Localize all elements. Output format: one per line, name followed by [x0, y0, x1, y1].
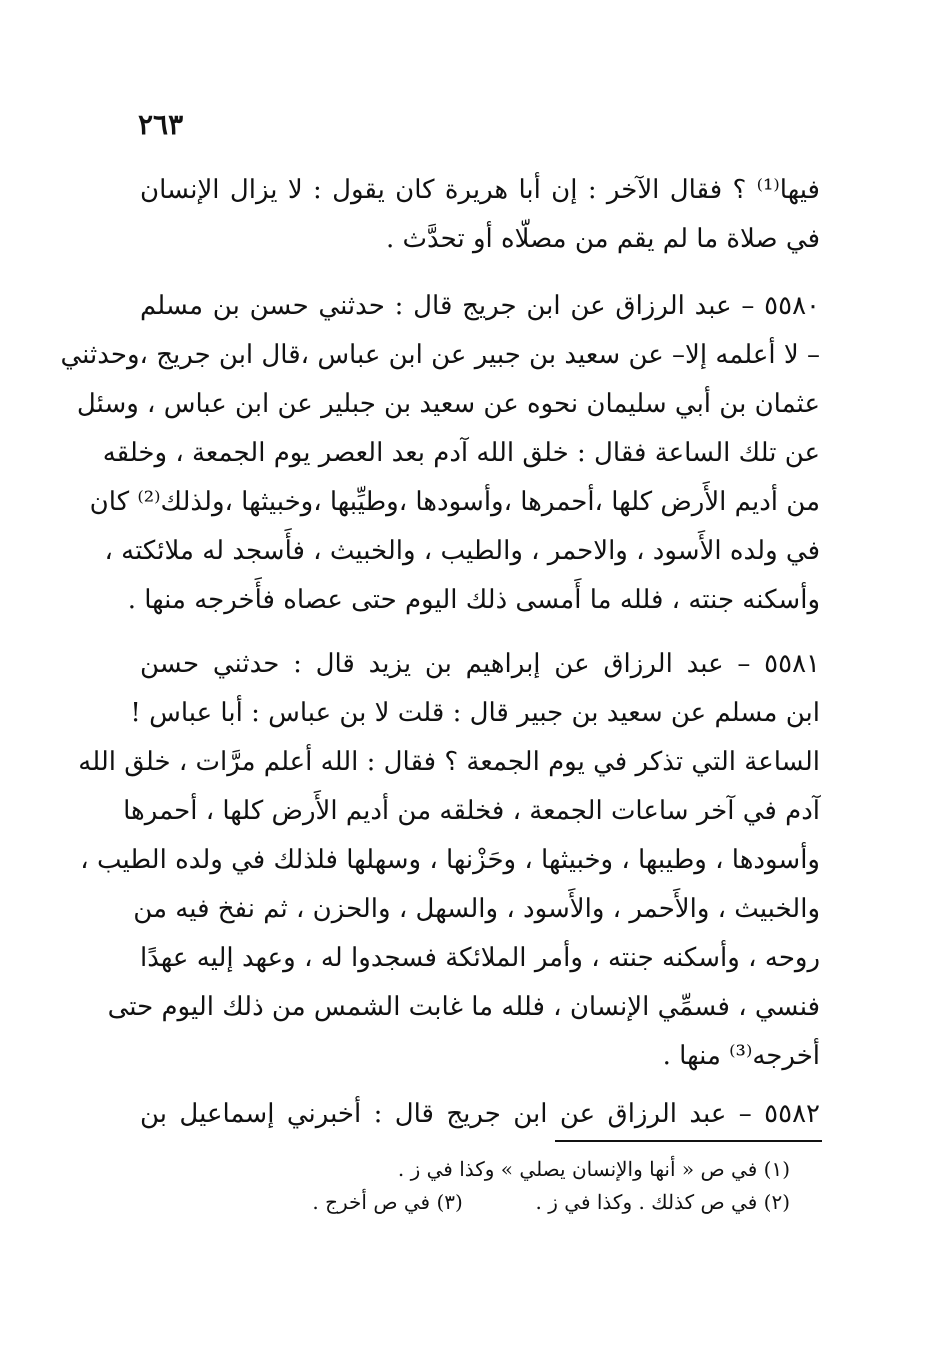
footnotes	[240, 1153, 790, 1219]
footnote-divider	[555, 1140, 822, 1142]
text-line: ٥٥٨١ – عبد الرزاق عن إبراهيم بن يزيد قال : حدثني حسن	[140, 649, 820, 679]
text-line: روحه ، وأسكنه جنته ، وأمر الملائكة فسجدوا له ، وعهد إليه عهدًا	[140, 943, 820, 973]
footnote-row-2	[240, 1186, 790, 1219]
footnote-1: (١) في ص « أنها والإنسان يصلي » وكذا في ز .	[397, 1157, 790, 1181]
intro-paragraph	[140, 166, 820, 264]
text-line: من أديم الأَرض كلها ،أحمرها ،وأسودها ،وطيِّبها ،وخبيثها ،ولذلك⁽²⁾ كان	[89, 487, 820, 517]
text-line: في ولده الأَسود ، والاحمر ، والطيب ، والخبيث ، فأَسجد له ملائكته ،	[104, 536, 820, 566]
text-line: عن تلك الساعة فقال : خلق الله آدم بعد العصر يوم الجمعة ، وخلقه	[102, 438, 820, 468]
text-line: فيها⁽¹⁾ ؟ فقال الآخر : إن أبا هريرة كان يقول : لا يزال الإنسان	[140, 175, 820, 205]
text-line: فنسي ، فسمِّي الإنسان ، فلله ما غابت الشمس من ذلك اليوم حتى	[107, 992, 820, 1022]
text-line: عثمان بن أبي سليمان نحوه عن سعيد بن جبلير عن ابن عباس ، وسئل	[76, 389, 820, 419]
text-line: ٥٥٨٢ – عبد الرزاق عن ابن جريج قال : أخبرني إسماعيل بن	[140, 1099, 820, 1129]
text-line: في صلاة ما لم يقم من مصلّاه أو تحدَّث .	[386, 224, 820, 254]
text-line: آدم في آخر ساعات الجمعة ، فخلقه من أديم الأَرض كلها ، أحمرها	[123, 796, 820, 826]
text-line: وأسودها ، وطيبها ، وخبيثها ، وحَزْنها ، وسهلها فلذلك في ولده الطيب ،	[80, 845, 820, 875]
hadith-entry-5581	[78, 640, 820, 1081]
text-line: ابن مسلم عن سعيد بن جبير قال : قلت لا بن عباس : أبا عباس !	[130, 698, 820, 728]
hadith-entry-5582	[140, 1090, 820, 1139]
footnote-2: (٢) في ص كذلك . وكذا في ز .	[535, 1190, 790, 1214]
text-line: الساعة التي تذكر في يوم الجمعة ؟ فقال : الله أعلم مرَّات ، خلق الله	[78, 747, 820, 777]
text-line: وأسكنه جنته ، فلله ما أَمسى ذلك اليوم حتى عصاه فأَخرجه منها .	[127, 585, 820, 615]
footnote-3: (٣) في ص أخرج .	[312, 1190, 463, 1214]
text-line: – لا أعلمه إلا– عن سعيد بن جبير عن ابن عباس ،قال ابن جريج ،وحدثني	[60, 340, 820, 370]
page-number: ٢٦٣	[138, 108, 184, 141]
text-line: والخبيث ، والأَحمر ، والأَسود ، والسهل ، والحزن ، ثم نفخ فيه من	[133, 894, 820, 924]
text-line: أخرجه⁽³⁾ منها .	[662, 1041, 820, 1071]
text-line: ٥٥٨٠ – عبد الرزاق عن ابن جريج قال : حدثني حسن بن مسلم	[140, 291, 820, 321]
hadith-entry-5580	[60, 282, 820, 625]
